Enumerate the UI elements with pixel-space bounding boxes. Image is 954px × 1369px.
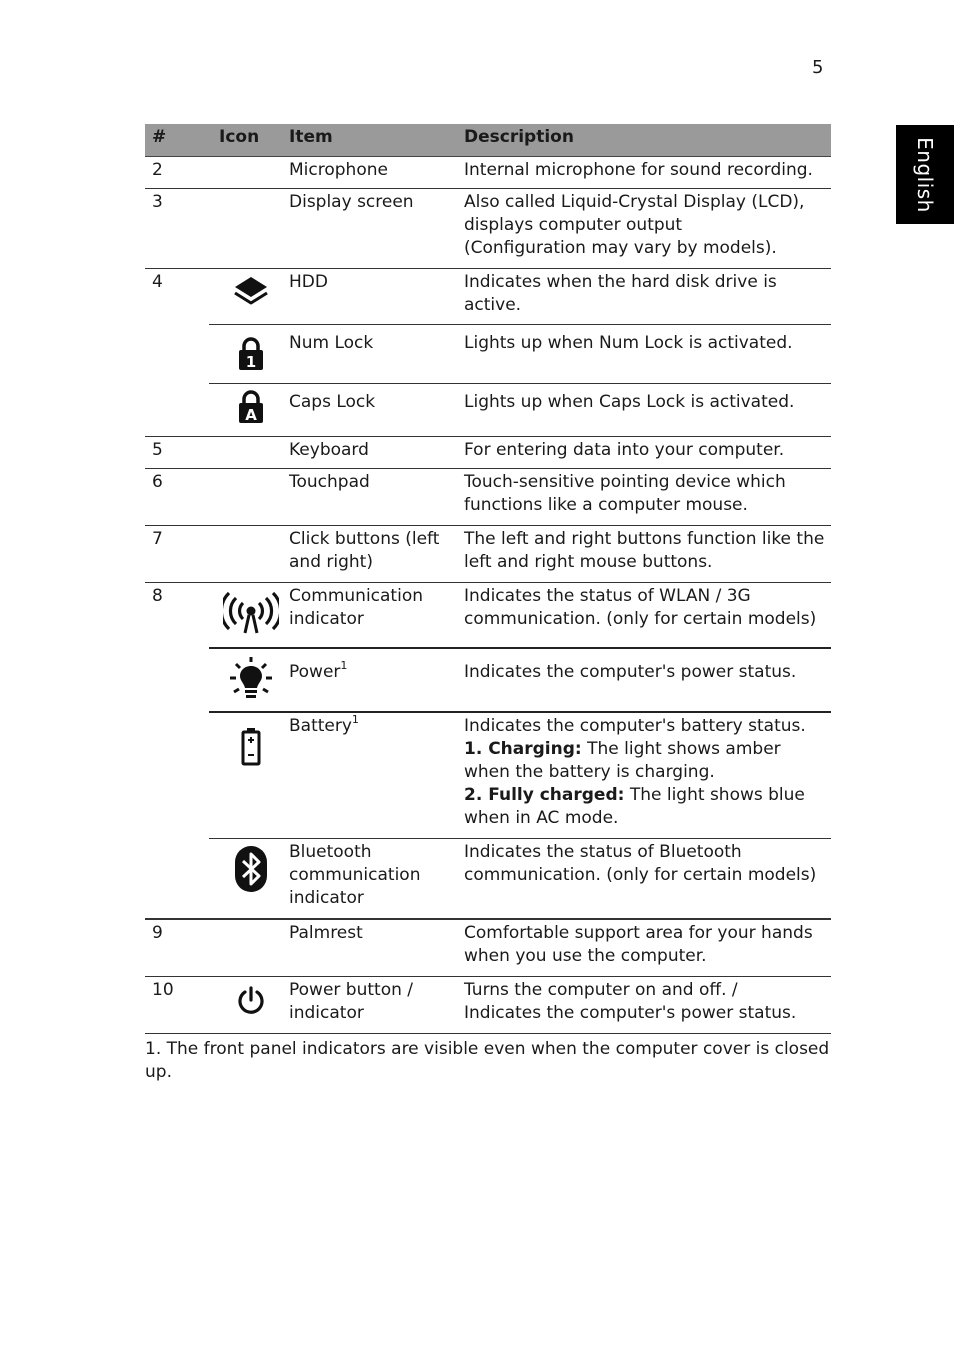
row-description: Indicates the status of Bluetooth communication. (only for certain models) bbox=[464, 842, 817, 885]
row-item: Bluetooth communication indicator bbox=[289, 842, 421, 908]
row-item: HDD bbox=[289, 272, 328, 292]
row-icon-empty bbox=[209, 528, 282, 574]
row-item bbox=[282, 715, 457, 830]
desc-line: (Configuration may vary by models). bbox=[464, 238, 777, 258]
item-label: Battery bbox=[289, 716, 352, 736]
wireless-icon bbox=[223, 589, 279, 637]
page-number: 5 bbox=[812, 57, 824, 78]
header-item: Item bbox=[289, 127, 333, 147]
row-description: Indicates when the hard disk drive is active. bbox=[464, 272, 777, 315]
num-lock-icon bbox=[236, 336, 266, 372]
row-item: Palmrest bbox=[289, 923, 363, 943]
row-description: For entering data into your computer. bbox=[464, 440, 785, 460]
row-num: 8 bbox=[152, 586, 163, 606]
table-row bbox=[145, 189, 831, 269]
row-description: Indicates the status of WLAN / 3G communication. (only for certain models) bbox=[464, 586, 817, 629]
row-num: 5 bbox=[152, 440, 163, 460]
row-num: 4 bbox=[152, 272, 163, 292]
svg-text:A: A bbox=[244, 406, 257, 424]
row-icon-empty bbox=[209, 439, 282, 462]
power-button-icon bbox=[236, 985, 266, 1015]
battery-icon bbox=[240, 727, 262, 767]
row-description: Comfortable support area for your hands when you use the computer. bbox=[464, 923, 813, 966]
charging-text: The light shows amber when the battery is charging. bbox=[464, 739, 781, 782]
row-num: 10 bbox=[152, 980, 174, 1000]
table-row-group bbox=[145, 583, 831, 919]
row-description: Touch-sensitive pointing device which functions like a computer mouse. bbox=[464, 472, 786, 515]
desc-line: Also called Liquid-Crystal Display (LCD), bbox=[464, 192, 805, 212]
row-description: The left and right buttons function like the left and right mouse buttons. bbox=[464, 529, 825, 572]
components-table bbox=[145, 124, 831, 1034]
table-row bbox=[145, 469, 831, 526]
table-row bbox=[145, 526, 831, 583]
row-num: 7 bbox=[152, 529, 163, 549]
table-subrow bbox=[209, 583, 831, 649]
table-subrow bbox=[209, 713, 831, 839]
row-num: 6 bbox=[152, 472, 163, 492]
row-description bbox=[457, 979, 831, 1025]
row-icon-empty bbox=[209, 471, 282, 517]
desc-charged bbox=[464, 784, 831, 830]
row-item: Keyboard bbox=[289, 440, 369, 460]
table-row bbox=[145, 977, 831, 1034]
row-icon-empty bbox=[209, 191, 282, 260]
table-row bbox=[145, 437, 831, 469]
row-num: 3 bbox=[152, 192, 163, 212]
desc-line: Indicates the computer's battery status. bbox=[464, 716, 806, 736]
desc-line: Indicates the computer's power status. bbox=[464, 1003, 797, 1023]
table-subrow bbox=[209, 839, 831, 918]
row-description: Lights up when Num Lock is activated. bbox=[464, 333, 793, 353]
desc-charging bbox=[464, 738, 831, 784]
table-row-group bbox=[145, 269, 831, 437]
power-light-icon bbox=[228, 656, 274, 704]
caps-lock-icon bbox=[236, 389, 266, 425]
language-tab bbox=[896, 125, 954, 224]
row-item bbox=[282, 661, 457, 703]
row-num: 9 bbox=[152, 923, 163, 943]
desc-line: Turns the computer on and off. / bbox=[464, 980, 738, 1000]
table-subrow bbox=[209, 325, 831, 384]
svg-text:1: 1 bbox=[245, 353, 256, 371]
charging-label: 1. Charging: bbox=[464, 739, 582, 759]
bluetooth-icon bbox=[234, 845, 268, 893]
header-description: Description bbox=[464, 127, 574, 147]
row-item: Power button / indicator bbox=[289, 980, 414, 1023]
row-item: Touchpad bbox=[289, 472, 370, 492]
row-icon-empty bbox=[209, 159, 282, 182]
row-item: Communication indicator bbox=[289, 586, 423, 629]
header-icon: Icon bbox=[219, 127, 260, 147]
charged-label: 2. Fully charged: bbox=[464, 785, 625, 805]
language-tab-label: English bbox=[913, 136, 937, 213]
row-description bbox=[457, 191, 831, 260]
table-subrow bbox=[209, 384, 831, 436]
table-subrow bbox=[209, 649, 831, 713]
table-header bbox=[145, 124, 831, 157]
row-description bbox=[457, 715, 831, 830]
charged-text: The light shows blue when in AC mode. bbox=[464, 785, 805, 828]
row-description: Indicates the computer's power status. bbox=[464, 662, 797, 682]
table-row bbox=[145, 157, 831, 189]
table-row bbox=[145, 919, 831, 977]
row-num: 2 bbox=[152, 160, 163, 180]
row-item: Microphone bbox=[289, 160, 388, 180]
footnote: 1. The front panel indicators are visible even when the computer cover is closed up. bbox=[145, 1039, 830, 1082]
row-icon-empty bbox=[209, 922, 282, 968]
header-num: # bbox=[152, 127, 167, 147]
hdd-icon bbox=[231, 271, 271, 311]
row-item: Num Lock bbox=[289, 333, 374, 353]
row-item: Click buttons (left and right) bbox=[289, 529, 440, 572]
table-subrow bbox=[209, 269, 831, 325]
item-label: Power bbox=[289, 662, 341, 682]
row-description: Internal microphone for sound recording. bbox=[464, 160, 813, 180]
desc-line: displays computer output bbox=[464, 215, 683, 235]
footnote-marker: 1 bbox=[340, 659, 348, 673]
row-item: Display screen bbox=[289, 192, 414, 212]
row-description: Lights up when Caps Lock is activated. bbox=[464, 392, 795, 412]
row-item: Caps Lock bbox=[289, 392, 376, 412]
footnote-marker: 1 bbox=[351, 713, 359, 727]
